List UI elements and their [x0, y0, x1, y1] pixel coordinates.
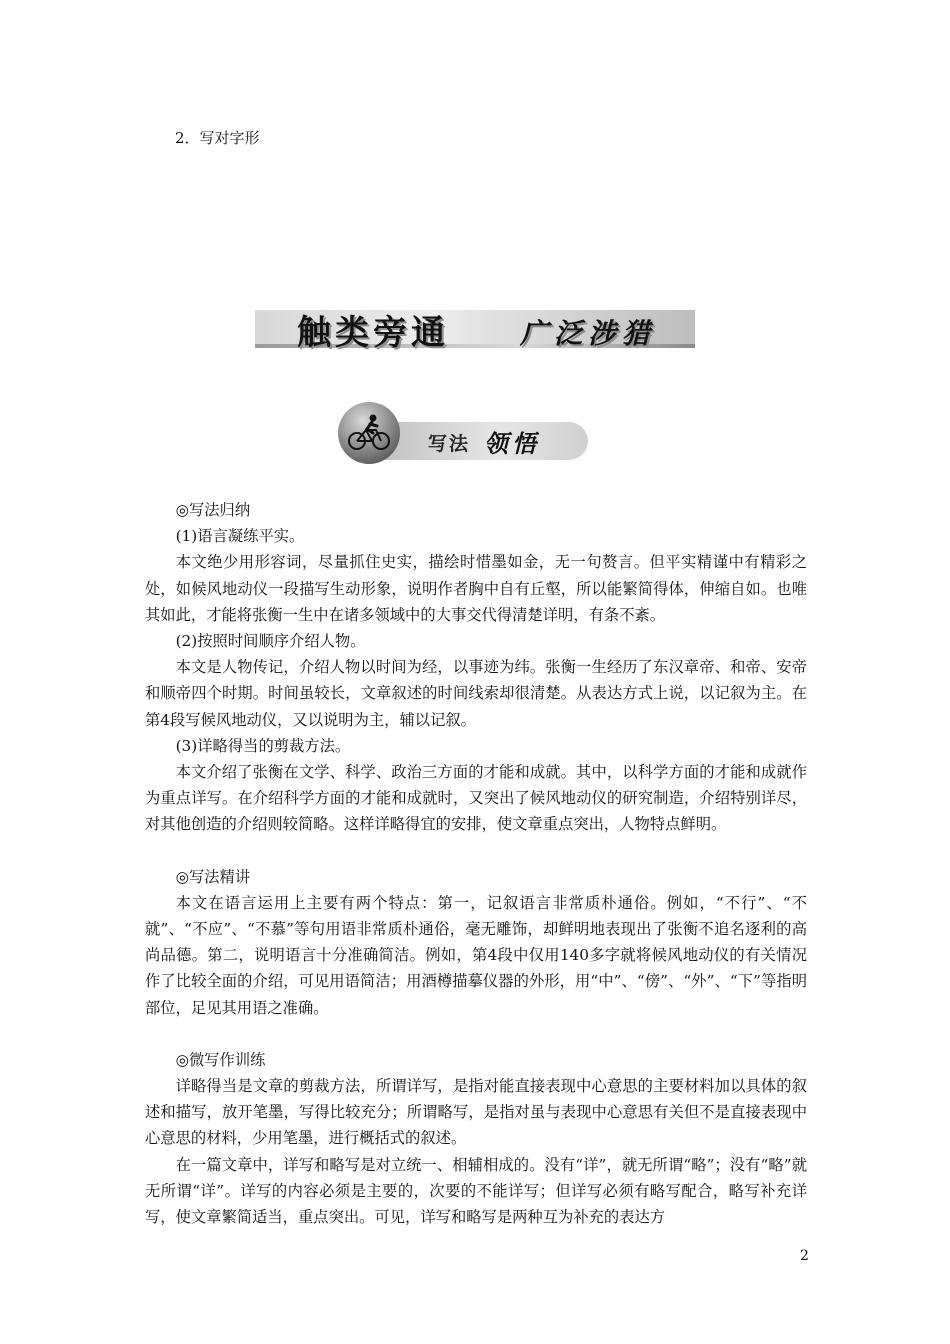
subbanner-background	[368, 422, 588, 460]
item-heading: 2．写对字形	[175, 129, 260, 147]
section-heading: ◎写法精讲	[175, 867, 251, 886]
subsection-banner	[338, 400, 588, 464]
subbanner-emblem	[338, 402, 400, 464]
body-text	[145, 497, 807, 1230]
paragraph: 在一篇文章中，详写和略写是对立统一、相辅相成的。没有“详”，就无所谓“略”；没有“略”就无所谓“详”。详写的内容必须是主要的，次要的不能详写；但详写必须有略写配合，略写补充详写，使文章繁简适当，重点突出。可见，详写和略写是两种互为补充的表达方	[145, 1155, 807, 1227]
paragraph: (1)语言凝练平实。	[175, 527, 305, 546]
banner-title-main: 触类旁通	[297, 313, 449, 353]
section-explanation	[145, 864, 807, 1021]
paragraph: (3)详略得当的剪裁方法。	[175, 736, 351, 755]
paragraph: 详略得当是文章的剪裁方法，所谓详写，是指对能直接表现中心意思的主要材料加以具体的叙述和描写，放开笔墨，写得比较充分；所谓略写，是指对虽与表现中心意思有关但不是直接表现中心意思的材料，少用笔墨，进行概括式的叙述。	[145, 1077, 807, 1148]
paragraph: 本文绝少用形容词，尽量抓住史实，描绘时惜墨如金，无一句赘言。但平实精谨中有精彩之处，如候风地动仪一段描写生动形象，说明作者胸中自有丘壑，所以能繁简得体，伸缩自如。也唯其如此，才能将张衡一生中在诸多领域中的大事交代得清楚详明，有条不紊。	[145, 553, 807, 624]
page-number: 2	[800, 1248, 809, 1264]
paragraph: (2)按照时间顺序介绍人物。	[175, 632, 366, 651]
cyclist-icon	[346, 412, 392, 452]
section-heading: ◎微写作训练	[175, 1050, 266, 1069]
section-writing-practice	[145, 1047, 807, 1230]
subbanner-label-part2: 领悟	[484, 430, 540, 458]
section-heading: ◎写法归纳	[175, 501, 251, 519]
paragraph: 本文在语言运用上主要有两个特点：第一，记叙语言非常质朴通俗。例如，“不行”、“不就”、“不应”、“不慕”等句用语非常质朴通俗，毫无雕饰，却鲜明地表现出了张衡不追名逐利的高尚品德。第二，说明语言十分准确简洁。例如，第4段中仅用140多字就将候风地动仪的有关情况作了比较全面的介绍，可见用语简洁；用酒樽描摹仪器的外形，用“中”、“傍”、“外”、“下”等指明部位，足见其用语之准确。	[145, 893, 807, 1017]
paragraph: 本文是人物传记，介绍人物以时间为经，以事迹为纬。张衡一生经历了东汉章帝、和帝、安帝和顺帝四个时期。时间虽较长，文章叙述的时间线索却很清楚。从表达方式上说，以记叙为主。在第4段写候风地动仪，又以说明为主，辅以记叙。	[145, 658, 807, 729]
section-summary	[145, 497, 807, 838]
subbanner-label-part1: 写法	[428, 433, 471, 455]
paragraph: 本文介绍了张衡在文学、科学、政治三方面的才能和成就。其中，以科学方面的才能和成就作为重点详写。在介绍科学方面的才能和成就时，又突出了候风地动仪的研究制造，介绍特别详尽，对其他创造的介绍则较简略。这样详略得宜的安排，使文章重点突出，人物特点鲜明。	[145, 763, 807, 834]
banner-title-sub: 广泛涉猎	[520, 317, 657, 350]
section-banner	[255, 300, 695, 352]
